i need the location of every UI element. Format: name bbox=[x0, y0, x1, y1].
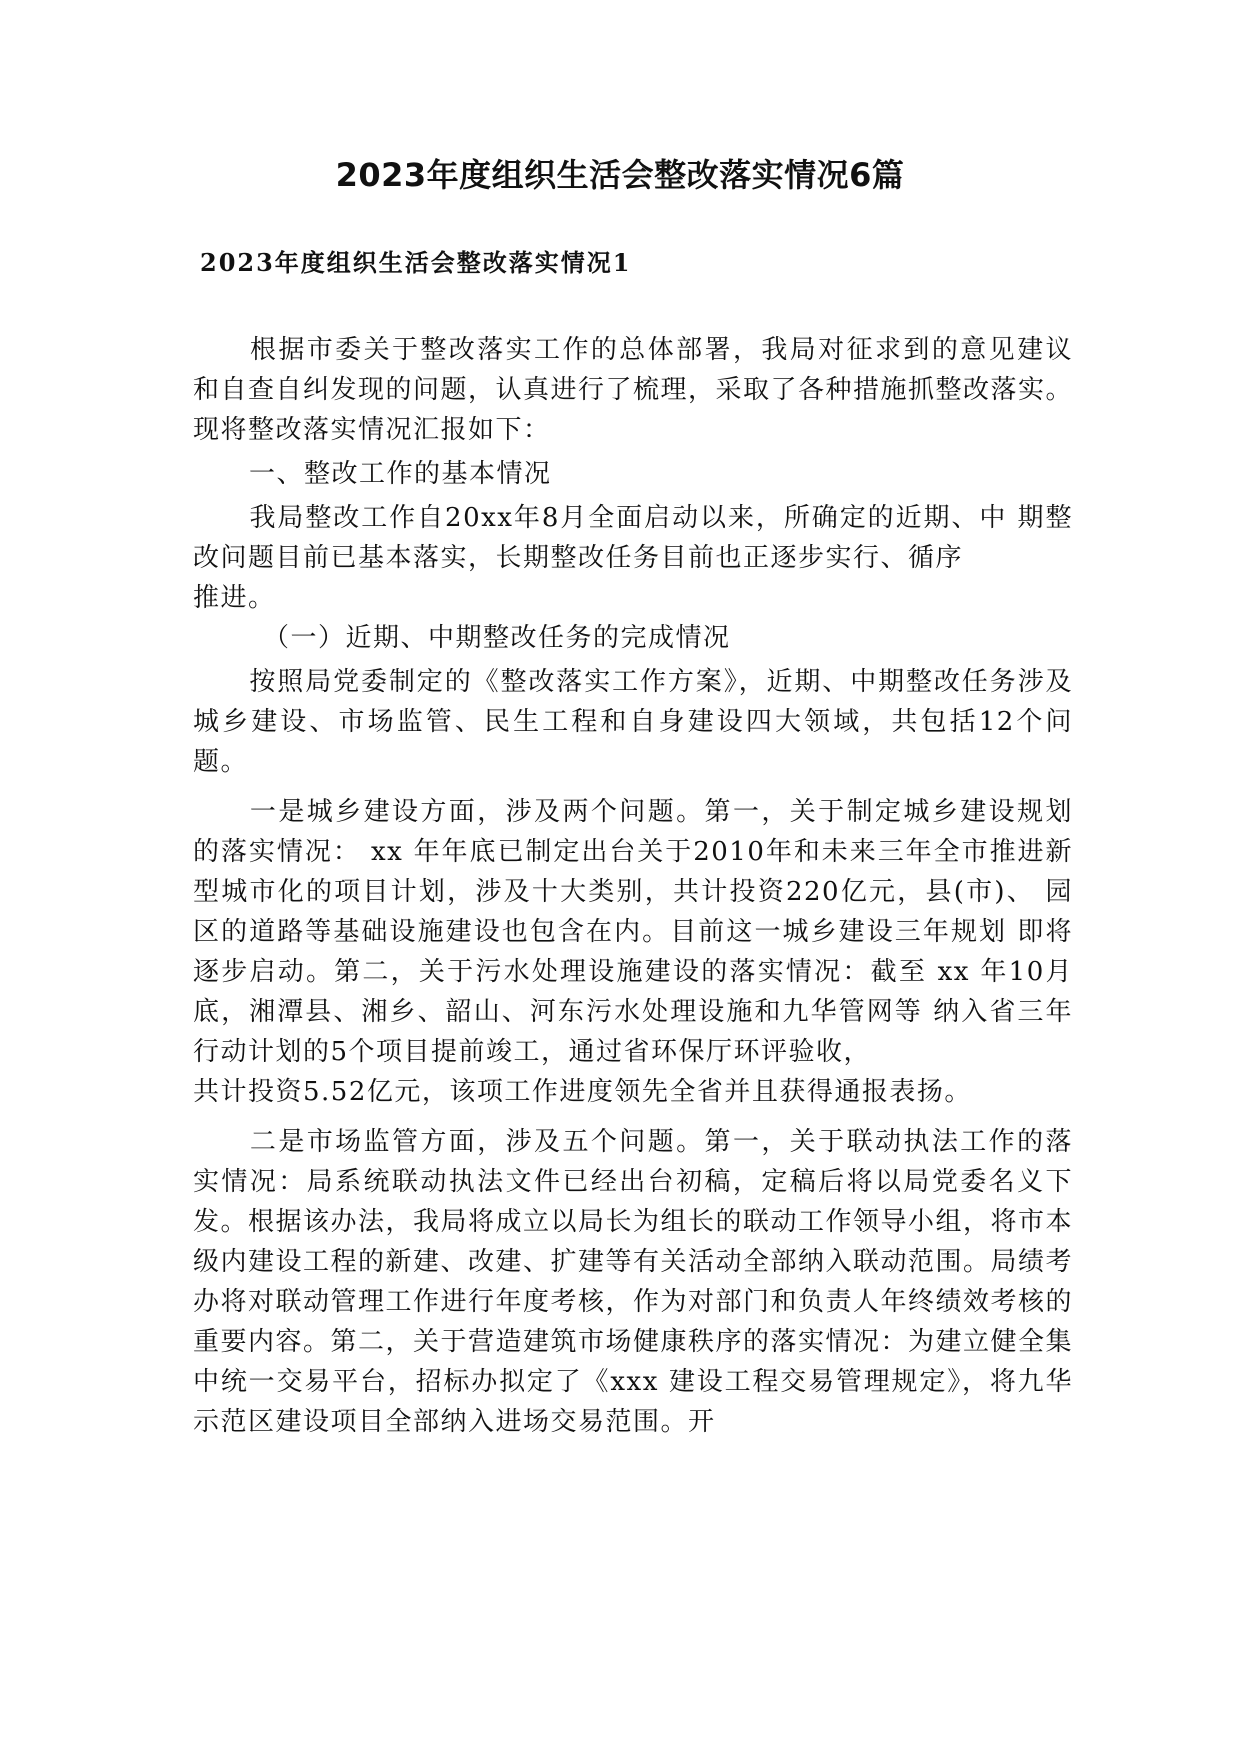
paragraph-market-supervision: 二是市场监管方面，涉及五个问题。第一，关于联动执法工作的落实情况：局系统联动执法文件已经出台初稿，定稿后将以局党委名义下发。根据该办法，我局将成立以局长为组长的联动工作领导小组，将市本级内建设工程的新建、改建、扩建等有关活动全部纳入联动范围。局绩考办将对联动管理工作进行年度考核，作为对部门和负责人年终绩效考核的重要内容。第二，关于营造建筑市场健康秩序的落实情况：为建立健全集中统一交易平台，招标办拟定了《xxx 建设工程交易管理规定》，将九华示范区建设项目全部纳入进场交易范围。开 bbox=[193, 1127, 1074, 1437]
heading-basic-situation: 一、整改工作的基本情况 bbox=[249, 459, 552, 489]
paragraph-urban-rural: 一是城乡建设方面，涉及两个问题。第一，关于制定城乡建设规划的落实情况： xx 年年底已制定出台关于2010年和未来三年全市推进新型城市化的项目计划，涉及十大类别，共计投资220亿元，县(市)、 园区的道路等基础设施建设也包含在内。目前这一城乡建设三年规划 即将逐步启动。第二，关于污水处理设施建设的落实情况：截至 xx 年10月底，湘潭县、湘乡、韶山、河东污水处理设施和九华管网等 纳入省三年行动计划的5个项目提前竣工，通过省环保厅环评验收， bbox=[193, 797, 1073, 1067]
paragraph-intro: 根据市委关于整改落实工作的总体部署，我局对征求到的意见建议和自查自纠发现的问题，认真进行了梳理，采取了各种措施抓整改落实。现将整改落实情况汇报如下： bbox=[193, 335, 1074, 445]
paragraph-urban-rural-cont: 共计投资5.52亿元，该项工作进度领先全省并且获得通报表扬。 bbox=[193, 1077, 972, 1107]
document-body bbox=[193, 330, 1073, 1442]
section-title: 2023年度组织生活会整改落实情况1 bbox=[200, 248, 632, 277]
paragraph-plan: 按照局党委制定的《整改落实工作方案》，近期、中期整改任务涉及城乡建设、市场监管、民生工程和自身建设四大领域，共包括12个问题。 bbox=[193, 667, 1073, 777]
document-title: 2023年度组织生活会整改落实情况6篇 bbox=[335, 156, 905, 194]
paragraph-progress-cont: 推进。 bbox=[193, 583, 276, 613]
heading-near-mid-term: （一）近期、中期整改任务的完成情况 bbox=[263, 623, 731, 653]
paragraph-progress: 我局整改工作自20xx年8月全面启动以来，所确定的近期、中 期整改问题目前已基本落实，长期整改任务目前也正逐步实行、循序 bbox=[193, 503, 1073, 573]
